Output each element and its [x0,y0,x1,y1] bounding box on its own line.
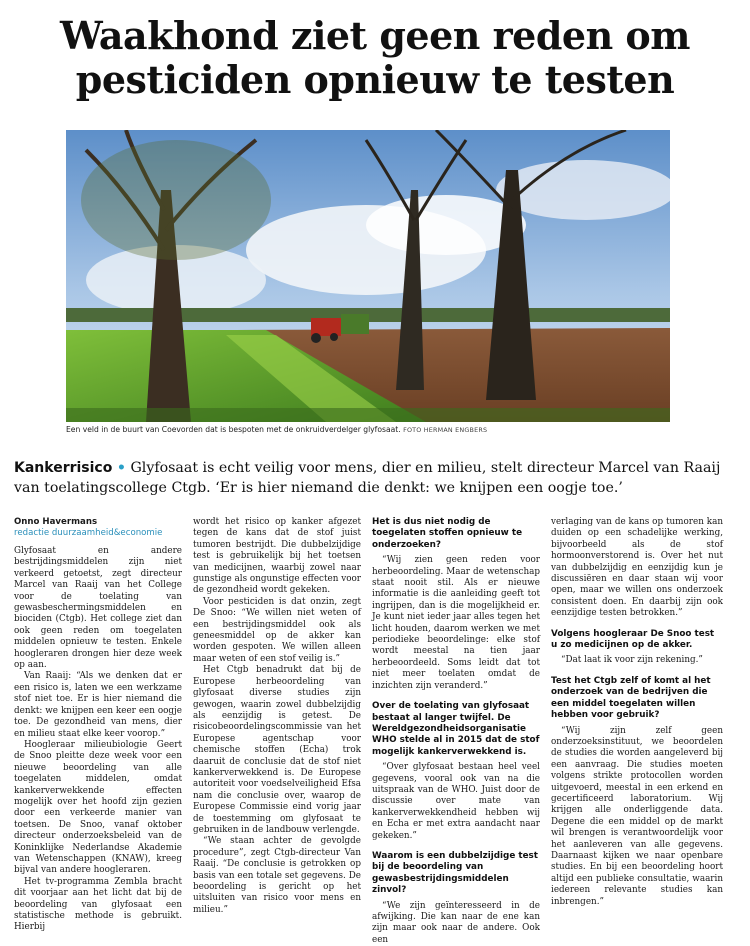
intro-text: Glyfosaat is echt veilig voor mens, dier en milieu, stelt directeur Marcel van Raaij van toelatingscollege Ctgb. ‘Er is hier niemand die denkt: we knijpen een oogje toe.’ [14,460,721,496]
photo-caption [66,425,670,435]
paragraph: Hoogleraar milieubiologie Geert de Snoo pleitte deze week voor een nieuwe beoordeling van alle toegelaten middelen, omdat kankerverwekkende effecten mogelijk over het hoofd zijn gezien door een verkeerde manier van toetsen. De Snoo, vanaf oktober directeur onderzoeksbeleid van de Koninklijke Nederlandse Akademie van Wetenschappen (KNAW), kreeg bijval van andere hoogleraren. [14,739,182,876]
interview-question: Test het Ctgb zelf of komt al het onderzoek van de bedrijven die een middel toegelaten willen hebben voor gebruik? [551,675,711,721]
photo-credit: FOTO HERMAN ENGBERS [403,426,488,434]
intro-lead [14,458,736,498]
interview-question: Volgens hoogleraar De Snoo test u zo medicijnen op de akker. [551,628,715,651]
field-photo-illustration [66,130,670,422]
headline-line-2: pesticiden opnieuw te testen [75,57,675,102]
interview-question: Het is dus niet nodig de toegelaten stoffen opnieuw te onderzoeken? [372,517,523,550]
paragraph: wordt het risico op kanker afgezet tegen de kans dat de stof juist tumoren bestrijdt. Die dubbelzijdige test is gebruikelijk bij het toetsen van medicijnen, waarbij zowel naar gunstige als ongunstige effecten voor de gezondheid wordt gekeken. [193,517,361,596]
interview-answer: “Wij zien geen reden voor herbeoordeling. Maar de wetenschap staat nooit stil. Als er nieuwe informatie is die aanleiding geeft tot ingrijpen, dan is die mogelijkheid er. Je kunt niet ieder jaar alles tegen het licht houden, daarom werken we met periodieke beoordelinge: elke stof wordt meestal na tien jaar herbeoordeeld. Soms leidt dat tot niet meer toelaten omdat de inzichten zijn veranderd.” [372,555,540,691]
caption-text: Een veld in de buurt van Coevorden dat is bespoten met de onkruidverdelger glyfosaat. [66,425,401,434]
paragraph: Van Raaij: “Als we denken dat er een risico is, laten we een werkzame stof niet toe. Er is hier niemand die denkt: we knijpen een keer een oogje toe. De gezondheid van mens, dier en milieu staat elke keer voorop.” [14,671,182,739]
headline [14,14,736,102]
interview-question: Waarom is een dubbelzijdige test bij de beoordeling van gewasbestrijdingsmiddelen zinvol? [372,850,538,896]
interview-question: Over de toelating van glyfosaat bestaat al langer twijfel. De Wereldgezondheidsorganisatie WHO stelde al in 2015 dat de stof mogelijk kankerverwekkend is. [372,701,540,757]
paragraph: Het Ctgb benadrukt dat bij de Europese herbeoordeling van glyfosaat diverse studies zijn gewogen, waarin zowel dubbelzijdig als eenzijdig is getest. De risicobeoordelingscommissie van het Europese agentschap voor chemische stoffen (Echa) trok daaruit de conclusie dat de stof niet kankerverwekkend is. De Europese autoriteit voor voedselveiligheid Efsa nam die conclusie over, waarop de Europese Commissie eind vorig jaar de toestemming om glyfosaat te gebruiken in de landbouw verlengde. [193,665,361,835]
headline-line-1: Waakhond ziet geen reden om [60,13,690,58]
paragraph: Glyfosaat en andere bestrijdingsmiddelen zijn niet verkeerd getoetst, zegt directeur Marcel van Raaij van het College voor de toelating van gewasbeschermingsmiddelen en biociden (Ctgb). Het college ziet dan ook geen reden om toegelaten middelen opnieuw te testen. Enkele hoogleraren drongen hier deze week op aan. [14,546,182,671]
article-column-2 [193,517,361,916]
byline-author: Onno Havermans [14,517,98,527]
interview-answer: “We zijn geïnteresseerd in de afwijking. Die kan naar de ene kan zijn maar ook naar de andere. Ook een [372,900,540,945]
article-column-1 [14,517,182,934]
byline-department: redactie duurzaamheid&economie [14,528,163,538]
intro-kicker: Kankerrisico [14,460,113,476]
article-photo [66,130,670,422]
paragraph: Voor pesticiden is dat onzin, zegt De Snoo: “We willen niet weten of een bestrijdingsmiddel ook als geneesmiddel op de akker kan worden gespoten. We willen alleen maar weten of een stof veilig is.” [193,596,361,664]
article-column-4 [551,517,723,908]
interview-answer: “Wij zijn zelf geen onderzoeksinstituut, we beoordelen de studies die worden aangeleverd bij een aanvraag. Die studies moeten volgens strikte protocollen worden uitgevoerd, meestal in een erkend en gecertificeerd laboratorium. Wij krijgen alle onderliggende data. Degene die een middel op de markt wil brengen is verantwoordelijk voor het aanleveren van alle gegevens. Daarnaast kijken we naar openbare studies. En bij een beoordeling hoort altijd een publieke consultatie, waarin iedereen relevante studies kan inbrengen.” [551,725,723,907]
intro-bullet: • [116,460,126,476]
paragraph: “We staan achter de gevolgde procedure”, zegt Ctgb-directeur Van Raaij. “De conclusie is getrokken op basis van een totale set gegevens. De beoordeling is gericht op het uitsluiten van risico voor mens en milieu.” [193,836,361,915]
paragraph: Het tv-programma Zembla bracht dit voorjaar aan het licht dat bij de beoordeling van glyfosaat een statistische methode is gebruikt. Hierbij [14,876,182,933]
interview-answer: “Over glyfosaat bestaan heel veel gegevens, vooral ook van na die uitspraak van de WHO. Juist door de discussie over mate van kankerverwekkendheid hebben wij en Echa er met extra aandacht naar gekeken.” [372,762,540,841]
article-column-3 [372,517,540,946]
interview-answer: “Dat laat ik voor zijn rekening.” [561,655,703,666]
interview-answer: verlaging van de kans op tumoren kan duiden op een schadelijke werking, bijvoorbeeld als de stof hormoonverstorend is. Over het nut van dubbelzijdig en eenzijdig kun je discussiëren en daar staan wij voor open, maar we willen ons onderzoek consistent doen. En daarbij zijn ook eenzijdige testen betrokken.” [551,517,723,619]
